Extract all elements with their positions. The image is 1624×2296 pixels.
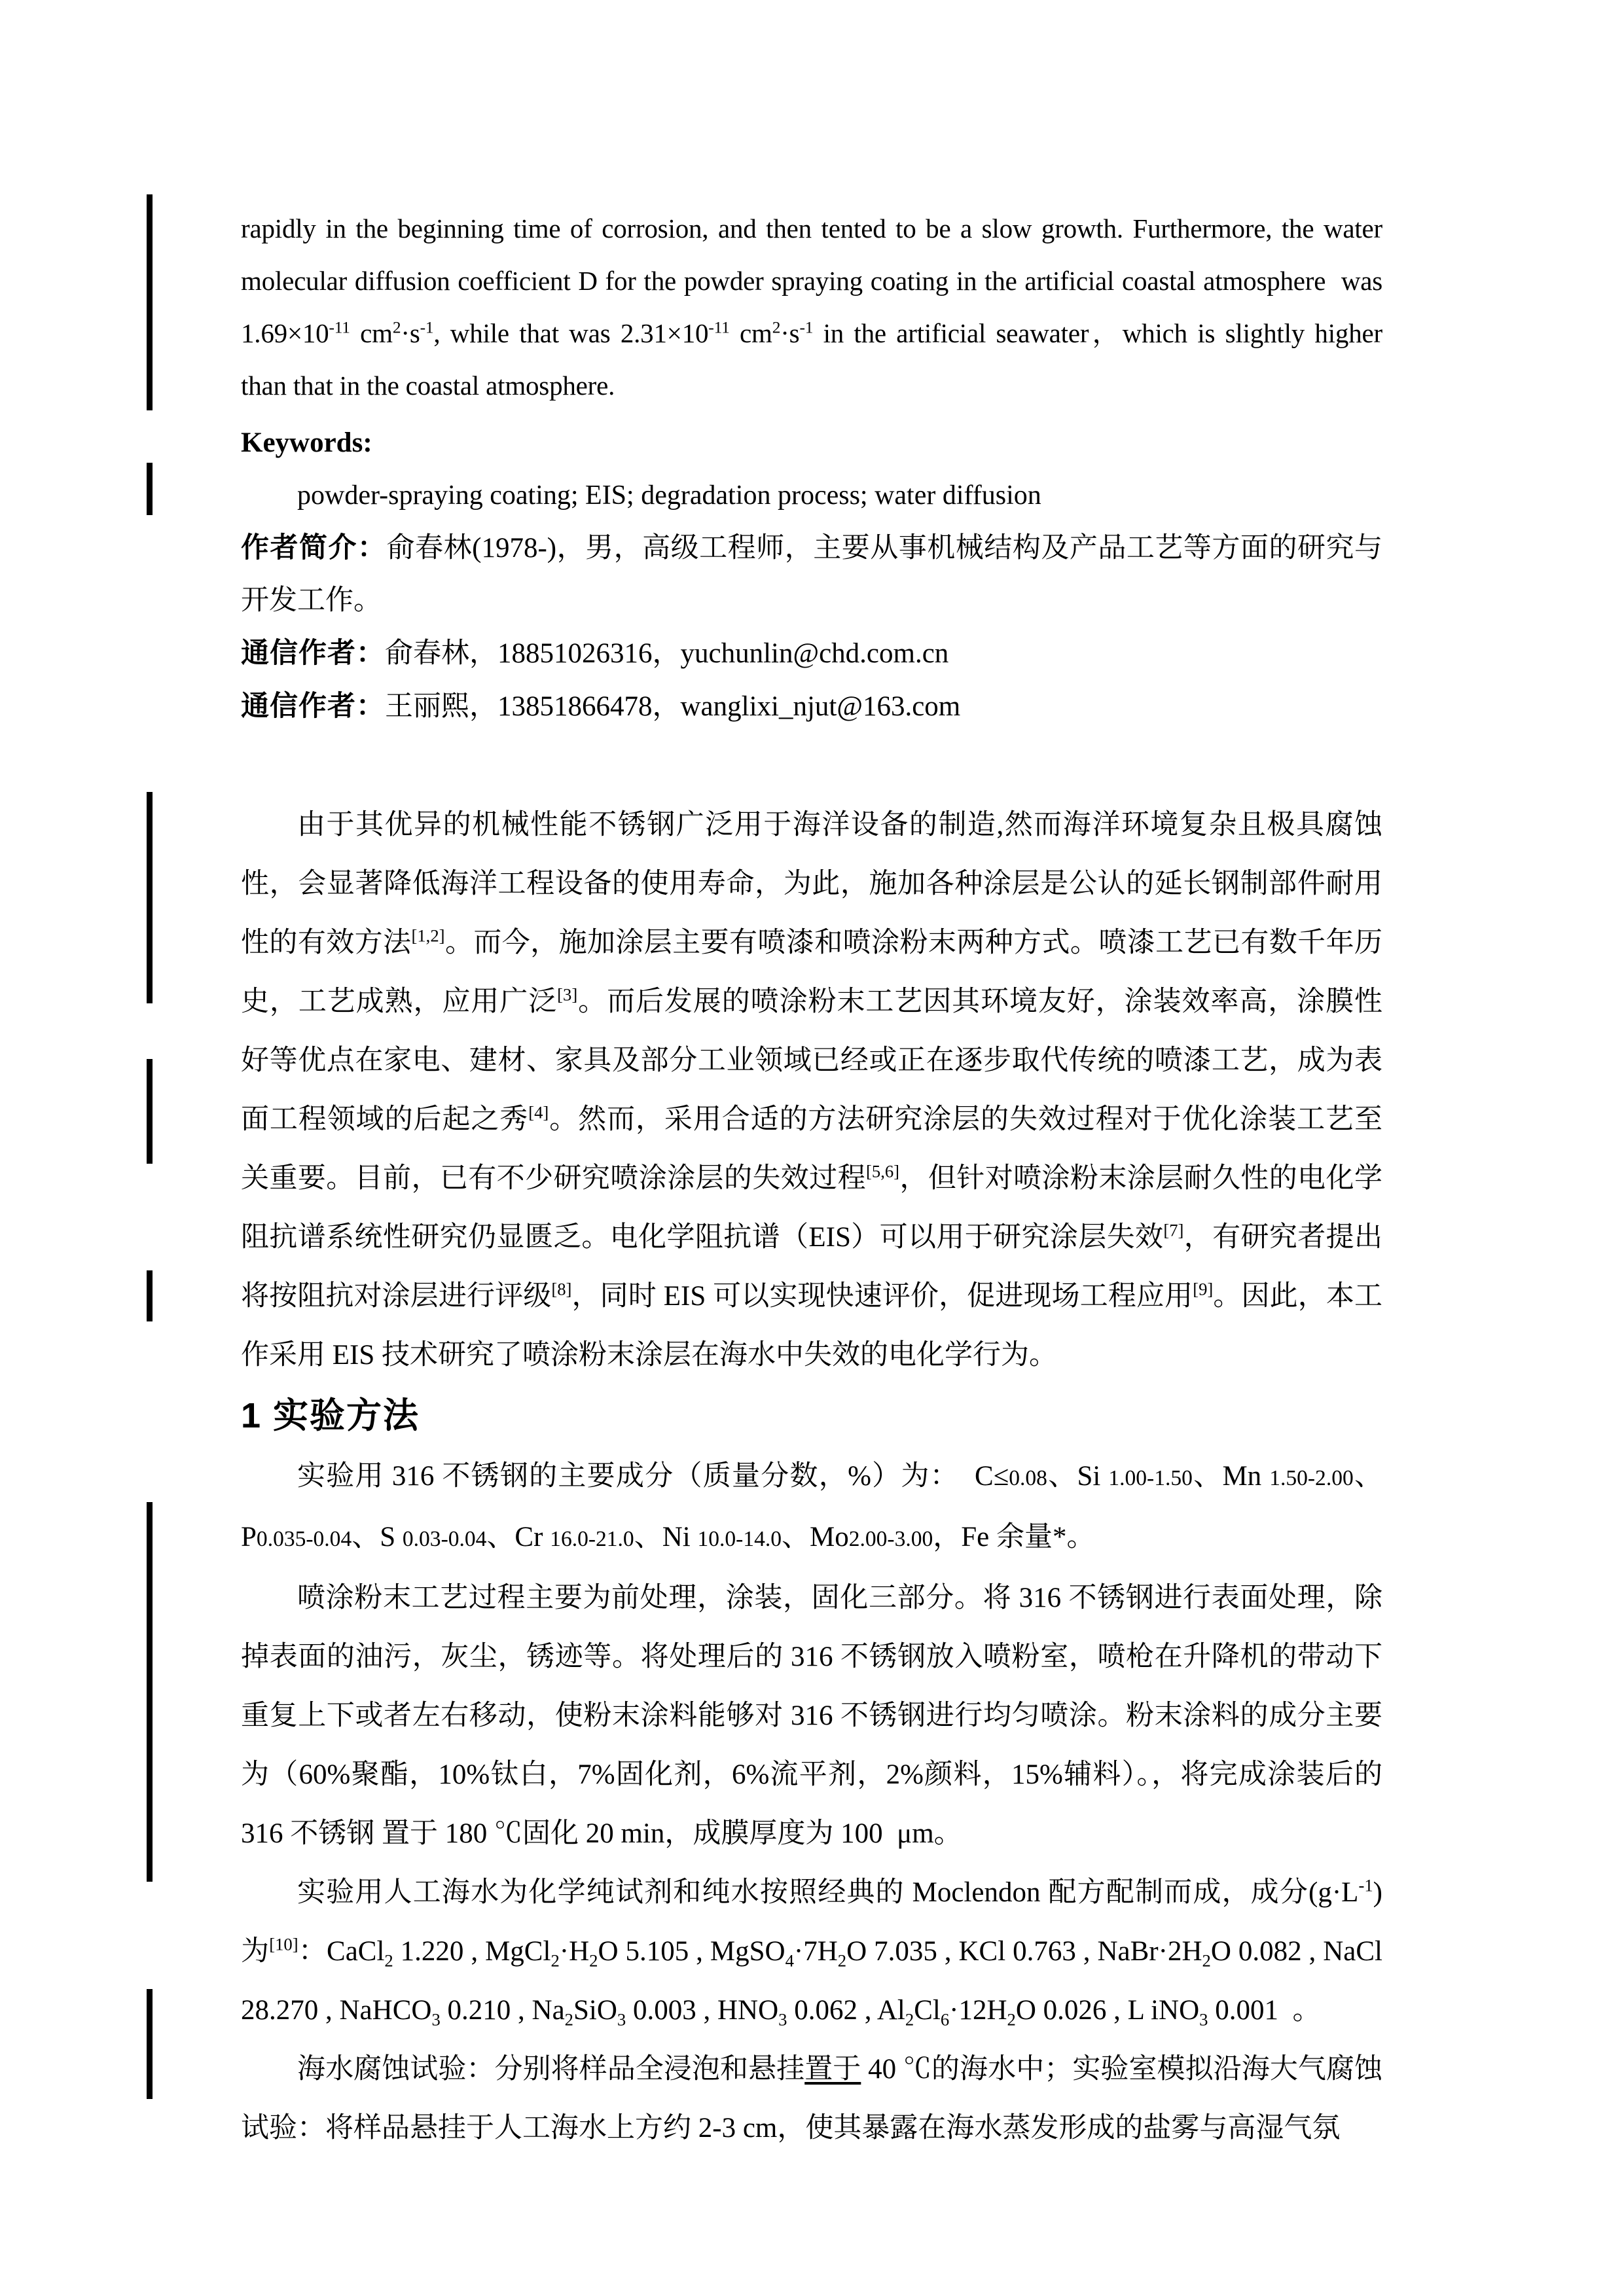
keywords-list: powder-spraying coating; EIS; degradation process; water diffusion	[297, 480, 1041, 511]
change-bar	[147, 463, 153, 515]
artificial-seawater-paragraph: 实验用人工海水为化学纯试剂和纯水按照经典的 Moclendon 配方配制而成，成分$(g\cdot L^{-1})$为[10]：CaCl$_2$ 1.220 , $MgCl_2\cdot H_2O$ 5.105 , $MgSO_4\cdot 7H_2O$ 7.035 , KCl 0.763 , $NaBr\cdot 2H_2O$ 0.082 , NaCl 28.270 , NaHCO$_3$ 0.210 , $Na_2SiO_3$ 0.003 , $HNO_3$ 0.062 , $Al_2Cl_6\cdot 12H_2O$ 0.026 , L iNO$_3$ 0.001 。	[241, 1875, 1382, 2030]
change-bar	[147, 1989, 153, 2099]
powder-process-paragraph: 喷涂粉末工艺过程主要为前处理，涂装，固化三部分。将 316 不锈钢进行表面处理，除掉表面的油污，灰尘，锈迹等。将处理后的 316 不锈钢放入喷粉室，喷枪在升降机的带动下重复上下或者左右移动，使粉末涂料能够对 316 不锈钢进行均匀喷涂。粉末涂料的成分主要为（60%聚酯，10%钛白，7%固化剂，6%流平剂，2%颜料，15%辅料）。，将完成涂装后的 316 不锈钢 置于 180 ℃固化 20 min，成膜厚度为 100 μm。	[241, 1583, 1382, 1849]
author-bio-label: 作者简介：	[241, 532, 387, 564]
author-bio	[241, 522, 1382, 627]
introduction-paragraph: 由于其优异的机械性能不锈钢广泛用于海洋设备的制造,然而海洋环境复杂且极具腐蚀性，会显著降低海洋工程设备的使用寿命，为此，施加各种涂层是公认的延长钢制部件耐用性的有效方法[1,2]。而今，施加涂层主要有喷漆和喷涂粉末两种方式。喷漆工艺已有数千年历史，工艺成熟，应用广泛[3]。而后发展的喷涂粉末工艺因其环境友好，涂装效率高，涂膜性好等优点在家电、建材、家具及部分工业领域已经或正在逐步取代传统的喷漆工艺，成为表面工程领域的后起之秀[4]。然而，采用合适的方法研究涂层的失效过程对于优化涂装工艺至关重要。目前，已有不少研究喷涂涂层的失效过程[5,6]，但针对喷涂粉末涂层耐久性的电化学阻抗谱系统性研究仍显匮乏。电化学阻抗谱（EIS）可以用于研究涂层失效[7]，有研究者提出将按阻抗对涂层进行评级[8]，同时 EIS 可以实现快速评价，促进现场工程应用[9]。因此，本工作采用 EIS 技术研究了喷涂粉末涂层在海水中失效的电化学行为。	[241, 810, 1383, 1371]
corresponding-author-2-label: 通信作者：	[241, 691, 385, 722]
corresponding-author-1-text: 俞春林，18851026316，yuchunlin@chd.com.cn	[385, 638, 949, 669]
change-bar	[147, 792, 153, 1003]
change-bar	[147, 194, 153, 410]
author-bio-text: 俞春林(1978-)，男，高级工程师，主要从事机械结构及产品工艺等方面的研究与开发工作。	[241, 533, 1382, 616]
corresponding-author-2	[241, 680, 1382, 733]
corresponding-author-1	[241, 627, 1382, 680]
corresponding-author-2-text: 王丽熙，13851866478，wanglixi_njut@163.com	[385, 691, 961, 722]
steel-composition-paragraph: 实验用 316 不锈钢的主要成分（质量分数，%）为： C≤0.08、Si 1.00-1.50、Mn 1.50-2.00、P0.035-0.04、S 0.03-0.04、Cr 16.0-21.0、Ni 10.0-14.0、Mo2.00-3.00，Fe 余量*。	[241, 1461, 1383, 1552]
section-1-heading: 1 实验方法	[241, 1396, 420, 1435]
page-content	[241, 202, 1382, 2158]
corrosion-test-paragraph: 海水腐蚀试验：分别将样品全浸泡和悬挂置于 40 ℃的海水中；实验室模拟沿海大气腐蚀试验：将样品悬挂于人工海水上方约 2-3 cm，使其暴露在海水蒸发形成的盐雾与高湿气氛	[241, 2054, 1383, 2144]
corresponding-author-1-label: 通信作者：	[241, 637, 385, 669]
change-bar	[147, 1502, 153, 1882]
change-bar	[147, 1059, 153, 1164]
keywords-label: Keywords:	[241, 427, 372, 458]
abstract-paragraph: rapidly in the beginning time of corrosion, and then tented to be a slow growth. Furthermore, the water molecular diffusion coefficient D for the powder spraying coating in the artificial coastal atmosphere was $1.69\times 10^{-11}$ $cm^2\cdot s^{-1}$, while that was $2.31\times 10^{-11}$ $cm^2\cdot s^{-1}$ in the artificial seawater，which is slightly higher than that in the coastal atmosphere.	[241, 213, 1382, 401]
change-bar	[147, 1270, 153, 1321]
